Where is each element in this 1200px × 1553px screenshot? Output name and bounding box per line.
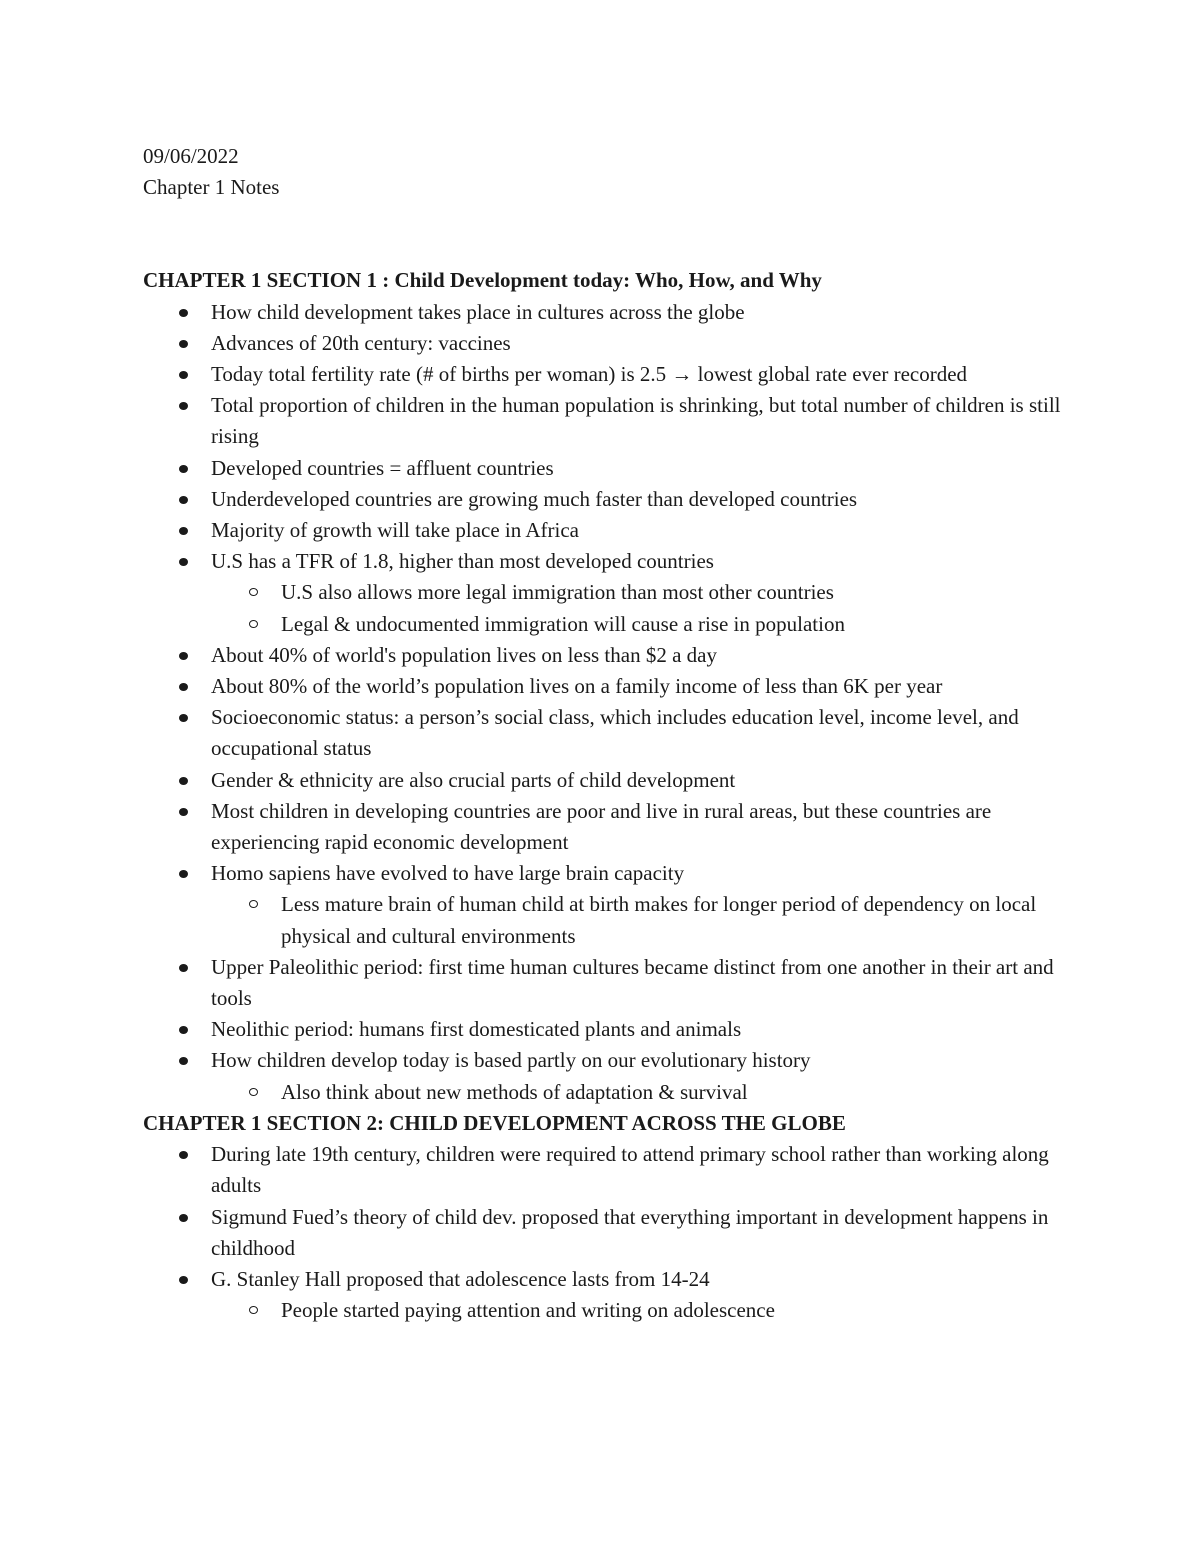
spacer — [143, 203, 1073, 265]
list-item — [143, 1045, 1073, 1107]
list-item — [143, 390, 1073, 452]
hollow-circle-icon — [249, 620, 258, 628]
list-item — [143, 640, 1073, 671]
bullet-dot-icon — [179, 777, 188, 785]
section-heading-prefix: CHAPTER 1 SECTION 1 : — [143, 268, 395, 293]
bullet-dot-icon — [179, 870, 188, 878]
sub-list-item-text: U.S also allows more legal immigration than most other countries — [281, 580, 834, 605]
list-item — [143, 702, 1073, 764]
list-item-text: How child development takes place in cultures across the globe — [211, 299, 745, 324]
section-heading-prefix: CHAPTER 1 SECTION 2: CHILD DEVELOPMENT ACROSS THE GLOBE — [143, 1110, 846, 1135]
list-item-text: About 80% of the world’s population lives on a family income of less than 6K per year — [211, 674, 943, 699]
sub-list-item — [143, 1295, 1073, 1326]
bullet-dot-icon — [179, 652, 188, 660]
hollow-circle-icon — [249, 1088, 258, 1096]
list-item — [143, 952, 1073, 1014]
bullet-dot-icon — [179, 309, 188, 317]
bullet-dot-icon — [179, 1151, 188, 1159]
sub-list-item-text: People started paying attention and writing on adolescence — [281, 1298, 775, 1323]
list-item — [143, 1264, 1073, 1326]
list-item-text: Underdeveloped countries are growing much faster than developed countries — [211, 486, 858, 511]
sub-bullet-list — [143, 889, 1073, 951]
section-heading — [143, 1108, 1073, 1139]
list-item-text: Gender & ethnicity are also crucial parts of child development — [211, 767, 736, 792]
list-item — [143, 546, 1073, 640]
list-item — [143, 765, 1073, 796]
section-heading-title: Child Development today: Who, How, and Why — [394, 268, 822, 293]
bullet-dot-icon — [179, 527, 188, 535]
list-item-text: Homo sapiens have evolved to have large brain capacity — [211, 861, 685, 886]
bullet-dot-icon — [179, 808, 188, 816]
list-item-text: Most children in developing countries are poor and live in rural areas, but these countries are experiencing rapid economic development — [211, 798, 992, 855]
bullet-list — [143, 297, 1073, 1108]
sub-list-item — [143, 577, 1073, 608]
bullet-dot-icon — [179, 371, 188, 379]
list-item-text: Socioeconomic status: a person’s social class, which includes education level, income level, and occupational status — [211, 705, 1019, 761]
list-item-text: Advances of 20th century: vaccines — [211, 330, 511, 355]
list-item-text: Developed countries = affluent countries — [211, 455, 554, 480]
sub-bullet-list — [143, 1077, 1073, 1108]
list-item — [143, 671, 1073, 702]
list-item — [143, 796, 1073, 858]
list-item — [143, 515, 1073, 546]
bullet-dot-icon — [179, 402, 188, 410]
sub-list-item — [143, 609, 1073, 640]
hollow-circle-icon — [249, 588, 258, 596]
hollow-circle-icon — [249, 1306, 258, 1314]
sub-list-item — [143, 889, 1073, 951]
list-item — [143, 359, 1073, 390]
notes-sections — [143, 265, 1073, 1326]
list-item-text: How children develop today is based partly on our evolutionary history — [211, 1048, 811, 1073]
sub-list-item-text: Less mature brain of human child at birth makes for longer period of dependency on local physical and cultural environments — [281, 892, 1037, 948]
sub-list-item-text: Also think about new methods of adaptation & survival — [281, 1079, 748, 1104]
bullet-dot-icon — [179, 465, 188, 473]
document-page — [143, 141, 1073, 1326]
list-item — [143, 297, 1073, 328]
bullet-list — [143, 1139, 1073, 1326]
bullet-dot-icon — [179, 714, 188, 722]
list-item-text: Today total fertility rate (# of births per woman) is 2.5 → lowest global rate ever recorded — [211, 362, 968, 387]
list-item-text: G. Stanley Hall proposed that adolescence lasts from 14-24 — [211, 1266, 710, 1291]
list-item — [143, 858, 1073, 952]
list-item — [143, 1014, 1073, 1045]
bullet-dot-icon — [179, 558, 188, 566]
list-item — [143, 1139, 1073, 1201]
list-item-text: Sigmund Fued’s theory of child dev. proposed that everything important in development happens in childhood — [211, 1204, 1049, 1260]
list-item — [143, 453, 1073, 484]
bullet-dot-icon — [179, 1057, 188, 1065]
list-item-text: Majority of growth will take place in Africa — [211, 518, 579, 543]
list-item — [143, 328, 1073, 359]
list-item-text: Upper Paleolithic period: first time human cultures became distinct from one another in their art and tools — [211, 954, 1054, 1011]
sub-list-item-text: Legal & undocumented immigration will cause a rise in population — [281, 611, 845, 636]
bullet-dot-icon — [179, 496, 188, 504]
sub-bullet-list — [143, 1295, 1073, 1326]
sub-bullet-list — [143, 577, 1073, 639]
list-item — [143, 484, 1073, 515]
bullet-dot-icon — [179, 964, 188, 972]
document-subtitle: Chapter 1 Notes — [143, 175, 280, 200]
list-item-text: Total proportion of children in the human population is shrinking, but total number of children is still rising — [211, 393, 1061, 449]
list-item-text: During late 19th century, children were required to attend primary school rather than working along adults — [211, 1142, 1049, 1198]
sub-list-item — [143, 1077, 1073, 1108]
date-line: 09/06/2022 — [143, 144, 239, 168]
list-item-text: U.S has a TFR of 1.8, higher than most developed countries — [211, 549, 714, 574]
section-heading — [143, 265, 1073, 296]
hollow-circle-icon — [249, 900, 258, 908]
list-item-text: Neolithic period: humans first domesticated plants and animals — [211, 1017, 742, 1042]
list-item — [143, 1202, 1073, 1264]
list-item-text: About 40% of world's population lives on less than $2 a day — [211, 642, 717, 667]
bullet-dot-icon — [179, 1276, 188, 1284]
bullet-dot-icon — [179, 1214, 188, 1222]
bullet-dot-icon — [179, 1026, 188, 1034]
bullet-dot-icon — [179, 340, 188, 348]
bullet-dot-icon — [179, 683, 188, 691]
